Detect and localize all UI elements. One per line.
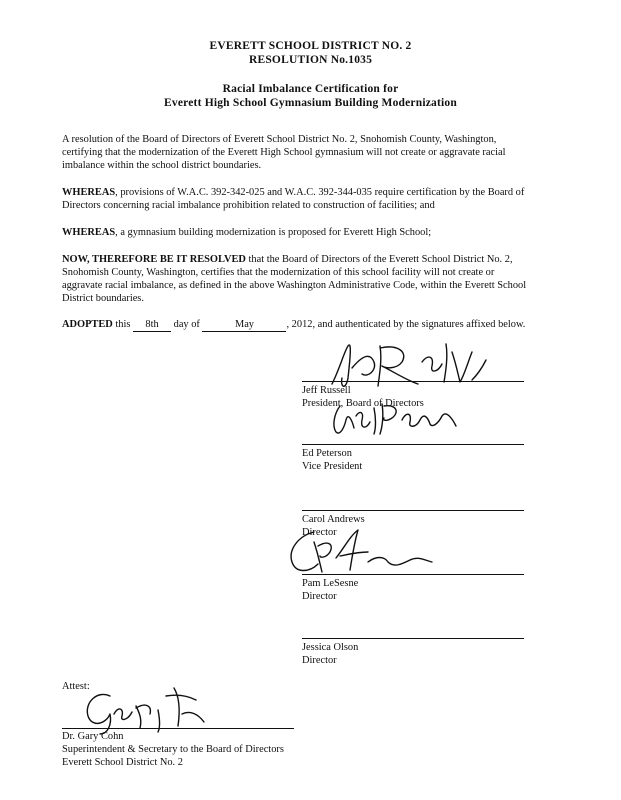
- signer-name: Carol Andrews: [302, 514, 365, 525]
- attest-label: Attest:: [62, 681, 90, 692]
- adopted-month-field: May: [202, 318, 286, 332]
- signer-name: Pam LeSesne: [302, 578, 359, 589]
- attest-name: Dr. Gary Cohn: [62, 731, 124, 742]
- resolved-lead: NOW, THEREFORE BE IT RESOLVED: [62, 254, 246, 265]
- subject-line-1: Racial Imbalance Certification for: [222, 83, 399, 95]
- signer-title: Director: [302, 655, 337, 666]
- attest-title: Superintendent & Secretary to the Board of Directors: [62, 744, 284, 755]
- subject-line-2: Everett High School Gymnasium Building Modernization: [164, 97, 457, 109]
- resolved-text: that the Board of Directors of the Everett School District No. 2, Snohomish County, Washington, certifies that the modernization of this school facility will not create or aggravate racial imbalance, as defined in the above Washington Administrative Code, within the Everett School District boundaries.: [62, 254, 527, 304]
- whereas-text: , a gymnasium building modernization is proposed for Everett High School;: [115, 227, 432, 238]
- whereas-paragraph-1: [62, 186, 532, 212]
- signer-title: Vice President: [302, 461, 363, 472]
- whereas-paragraph-2: [62, 226, 532, 239]
- signature-ed-peterson: [326, 398, 466, 438]
- signature-pam-lesesne: [284, 522, 444, 582]
- resolution-number: RESOLUTION No.1035: [248, 54, 373, 66]
- adopted-paragraph: ADOPTED this 8th day of May , 2012, and authenticated by the signatures affixed below.: [62, 319, 526, 330]
- adopted-lead: ADOPTED: [62, 319, 113, 330]
- signer-title: Director: [302, 527, 337, 538]
- signer-title: Director: [302, 591, 337, 602]
- whereas-lead: WHEREAS: [62, 187, 116, 198]
- signer-name: Jeff Russell: [302, 385, 351, 396]
- district-heading: EVERETT SCHOOL DISTRICT NO. 2: [209, 40, 412, 52]
- adopted-day-field: 8th: [133, 318, 171, 332]
- intro-paragraph: A resolution of the Board of Directors of Everett School District No. 2, Snohomish County, Washington, certifying that the modernization of the Everett High School gymnasium will not create or aggravate racial imbalance within the school district boundaries.: [62, 134, 506, 171]
- resolved-paragraph: [62, 253, 532, 305]
- whereas-text: , provisions of W.A.C. 392-342-025 and W.A.C. 392-344-035 require certification by the Board of Directors concerning racial imbalance prohibition related to construction of facilities; and: [62, 187, 525, 211]
- attest-district: Everett School District No. 2: [62, 757, 183, 768]
- signer-title: President, Board of Directors: [302, 398, 424, 409]
- signature-line: [302, 444, 524, 445]
- signer-name: Ed Peterson: [302, 448, 352, 459]
- signature-line: [302, 510, 524, 511]
- signature-line: [302, 381, 524, 382]
- signature-line: [62, 728, 294, 729]
- signature-line: [302, 638, 524, 639]
- signer-name: Jessica Olson: [302, 642, 359, 653]
- signature-line: [302, 574, 524, 575]
- whereas-lead: WHEREAS: [62, 227, 116, 238]
